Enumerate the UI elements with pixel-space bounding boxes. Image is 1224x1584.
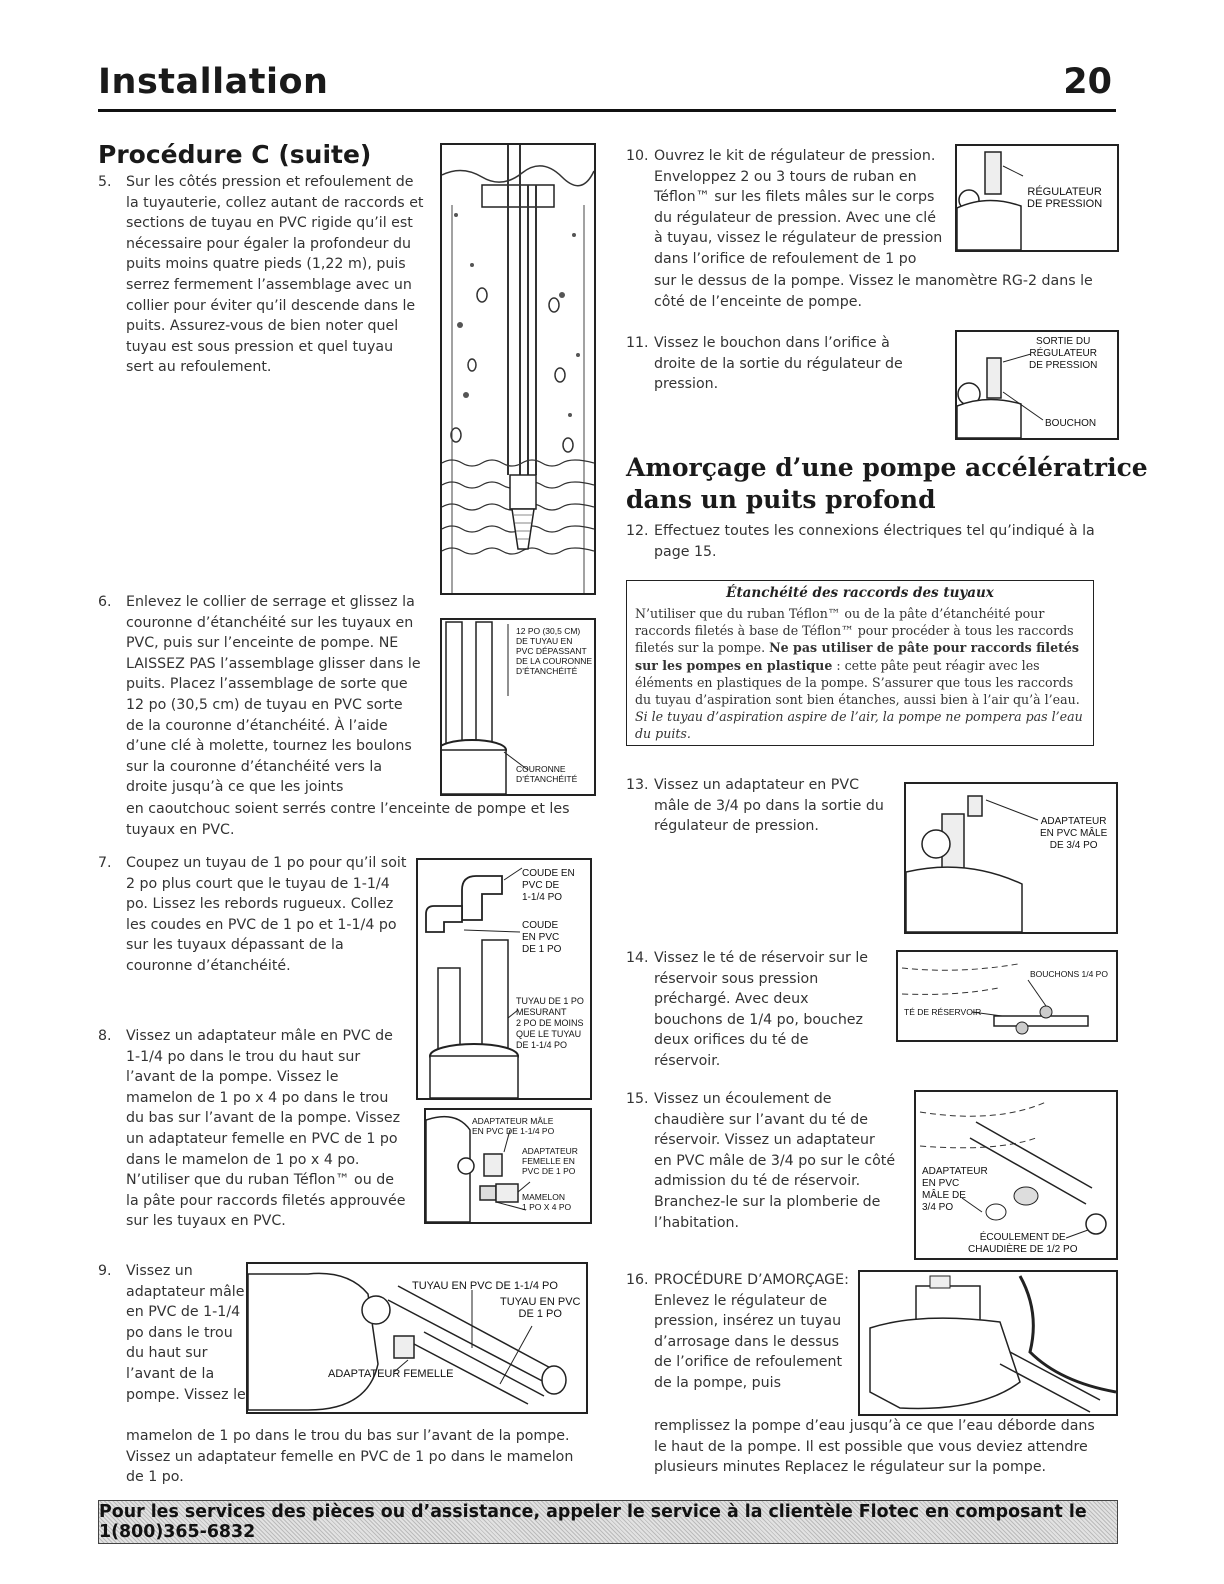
- fig8-label-2: ADAPTATEUR FEMELLE EN PVC DE 1 PO: [522, 1146, 578, 1176]
- step-number: 11.: [626, 335, 649, 351]
- step-text: Vissez un adaptateur mâle en PVC de 1-1/4 po dans le trou du haut sur l’avant de la pompe. Vissez le: [126, 1263, 246, 1403]
- section-title-procedure-c: Procédure C (suite): [98, 140, 372, 169]
- step-5: [98, 172, 424, 378]
- fig6-seal-label: COURONNE D’ÉTANCHÉITÉ: [516, 764, 578, 784]
- fig7-label-2: COUDE EN PVC DE 1 PO: [522, 920, 562, 955]
- step-text: Vissez le té de réservoir sur le réservoir sous pression préchargé. Avec deux bouchons de 1/4 po, bouchez deux orifices du té de réservoir.: [654, 950, 868, 1069]
- header-rule: [98, 109, 1116, 112]
- male-adapter-illustration: [906, 784, 1116, 932]
- step-16-continued: remplissez la pompe d’eau jusqu’à ce que l’eau déborde dans le haut de la pompe. Il est possible que vous deviez attendre plusieurs minutes Replacez le régulateur sur la pompe.: [654, 1418, 1095, 1476]
- step-8: [98, 1026, 408, 1232]
- fig14-label-2: TÉ DE RÉSERVOIR: [904, 1007, 982, 1017]
- step-9: [98, 1261, 246, 1405]
- step-number: 5.: [98, 174, 112, 190]
- step-number: 9.: [98, 1263, 112, 1279]
- step-15: [626, 1089, 896, 1233]
- step-6: [98, 592, 424, 798]
- well-figure: [440, 143, 596, 595]
- fig15-label-1: ADAPTATEUR EN PVC MÂLE DE 3/4 PO: [922, 1166, 988, 1213]
- step-text: PROCÉDURE D’AMORÇAGE: Enlevez le régulateur de pression, insérez un tuyau d’arrosage dans le dessus de l’orifice de refoulement de la pompe, puis: [654, 1272, 849, 1391]
- pump-pipes-figure: [246, 1262, 588, 1414]
- step-text: Enlevez le collier de serrage et glissez la couronne d’étanchéité sur les tuyaux en PVC, puis sur l’enceinte de pompe. NE LAISSEZ PAS l’assemblage glisser dans le puits. Placez l’assemblage de sorte que 12 po (30,5 cm) de tuyau en PVC sorte de la couronne d’étanchéité. À l’aide d’une clé à molette, tournez les boulons sur la couronne d’étanchéité vers la droite jusqu’à ce que les joints: [126, 594, 421, 796]
- step-text: Vissez un écoulement de chaudière sur l’avant du té de réservoir. Vissez un adaptateur en PVC mâle de 3/4 po sur le côté admission du té de réservoir. Branchez-le sur la plomberie de l’habitation.: [654, 1091, 896, 1231]
- tank-tee-illustration: [898, 952, 1116, 1040]
- boiler-drain-figure: [914, 1090, 1118, 1260]
- fig13-label: ADAPTATEUR EN PVC MÂLE DE 3/4 PO: [1040, 816, 1108, 851]
- priming-pump-illustration: [860, 1272, 1116, 1414]
- step-number: 10.: [626, 148, 649, 164]
- page-title: Installation: [98, 62, 329, 102]
- regulator-figure: [955, 144, 1119, 252]
- step-text: Vissez le bouchon dans l’orifice à droite de la sortie du régulateur de pression.: [654, 335, 903, 393]
- step-number: 6.: [98, 594, 112, 610]
- fig9-label-3: ADAPTATEUR FEMELLE: [328, 1368, 454, 1380]
- adapters-figure: [424, 1108, 592, 1224]
- priming-pump-figure: [858, 1270, 1118, 1416]
- step-13: [626, 775, 896, 837]
- step-9-continued: mamelon de 1 po dans le trou du bas sur l’avant de la pompe. Vissez un adaptateur femelle en PVC de 1 po dans le mamelon de 1 po.: [126, 1428, 574, 1486]
- step-7: [98, 853, 408, 977]
- step-number: 14.: [626, 950, 649, 966]
- fig15-label-2: ÉCOULEMENT DE CHAUDIÈRE DE 1/2 PO: [968, 1232, 1078, 1255]
- fig9-label-1: TUYAU EN PVC DE 1-1/4 PO: [412, 1280, 558, 1292]
- step-6-continued: en caoutchouc soient serrés contre l’enceinte de pompe et les tuyaux en PVC.: [126, 801, 570, 838]
- page-number: 20: [1063, 62, 1112, 102]
- support-footer-text: Pour les services des pièces ou d’assistance, appeler le service à la clientèle Flotec en composant le 1(800)365-6832: [99, 1502, 1087, 1542]
- step-number: 7.: [98, 855, 112, 871]
- note-title: Étanchéité des raccords des tuyaux: [726, 585, 994, 601]
- step-text: Coupez un tuyau de 1 po pour qu’il soit 2 po plus court que le tuyau de 1-1/4 po. Lissez les rebords rugueux. Collez les coudes en PVC de 1 po et 1-1/4 po sur les tuyaux dépassant de la couronne d’étanchéité.: [126, 855, 407, 974]
- step-text: Vissez un adaptateur en PVC mâle de 3/4 po dans la sortie du régulateur de pression.: [654, 777, 884, 835]
- fig9-label-2: TUYAU EN PVC DE 1 PO: [500, 1296, 581, 1320]
- fig11-label-2: BOUCHON: [1045, 418, 1097, 429]
- step-11: [626, 333, 916, 395]
- step-number: 15.: [626, 1091, 649, 1107]
- step-text: Sur les côtés pression et refoulement de la tuyauterie, collez autant de raccords et sections de tuyau en PVC rigide qu’il est nécessaire pour égaler la profondeur du puits moins quatre pieds (1,22 m), puis serrez fermement l’assemblage avec un collier pour éviter qu’il descende dans le puits. Assurez-vous de bien noter quel tuyau est sous pression et quel tuyau sert au refoulement.: [126, 174, 424, 376]
- fig11-label-1: SORTIE DU RÉGULATEUR DE PRESSION: [1029, 336, 1098, 371]
- plug-figure: [955, 330, 1119, 440]
- step-number: 16.: [626, 1272, 649, 1288]
- step-10: [626, 146, 946, 270]
- fig7-label-1: COUDE EN PVC DE 1-1/4 PO: [522, 868, 575, 903]
- note-body: N’utiliser que du ruban Téflon™ ou de la pâte d’étanchéité pour raccords filetés à base de Téflon™ pour procéder à tous les raccords filetés sur la pompe. Ne pas utiliser de pâte pour raccords filetés sur les pompes en plastique : cette pâte peut réagir avec les éléments en plastiques de la pompe. S’assurer que tous les raccords du tuyau d’aspiration sont bien étanches, aussi bien à l’air qu’à l’eau. Si le tuyau d’aspiration aspire de l’air, la pompe ne pompera pas l’eau du puits.: [635, 606, 1083, 742]
- well-illustration: [442, 145, 594, 593]
- fig7-label-3: TUYAU DE 1 PO MESURANT 2 PO DE MOINS QUE LE TUYAU DE 1-1/4 PO: [516, 996, 584, 1050]
- step-14: [626, 948, 876, 1072]
- step-12: [626, 521, 1106, 562]
- step-10-continued: sur le dessus de la pompe. Vissez le manomètre RG-2 dans le côté de l’enceinte de pompe.: [654, 273, 1093, 310]
- elbows-figure: [416, 858, 592, 1100]
- seal-ring-figure: [440, 618, 596, 796]
- step-text: Vissez un adaptateur mâle en PVC de 1-1/4 po dans le trou du haut sur l’avant de la pompe. Vissez le mamelon de 1 po x 4 po dans le trou du bas sur l’avant de la pompe. Vissez un adaptateur femelle en PVC de 1 po dans le mamelon de 1 po x 4 po. N’utiliser que du ruban Téflon™ ou de la pâte pour raccords filetés approuvée sur les tuyaux en PVC.: [126, 1028, 406, 1230]
- step-number: 12.: [626, 523, 649, 539]
- tank-tee-figure: [896, 950, 1118, 1042]
- fig6-label: 12 PO (30,5 CM) DE TUYAU EN PVC DÉPASSANT DE LA COURONNE D’ÉTANCHÉITÉ: [516, 626, 593, 676]
- male-adapter-figure: [904, 782, 1118, 934]
- step-text: Ouvrez le kit de régulateur de pression. Enveloppez 2 ou 3 tours de ruban en Téflon™ sur les filets mâles sur le corps du régulateur de pression. Avec une clé à tuyau, vissez le régulateur de pression dans l’orifice de refoulement de 1 po: [654, 148, 943, 267]
- step-number: 8.: [98, 1028, 112, 1044]
- fig14-label-1: BOUCHONS 1/4 PO: [1030, 969, 1108, 979]
- fig10-label: RÉGULATEUR DE PRESSION: [1027, 186, 1103, 210]
- step-number: 13.: [626, 777, 649, 793]
- fig8-label-1: ADAPTATEUR MÂLE EN PVC DE 1-1/4 PO: [472, 1116, 555, 1136]
- step-text: Effectuez toutes les connexions électriques tel qu’indiqué à la page 15.: [654, 523, 1095, 560]
- section-title-priming: Amorçage d’une pompe accélératrice dans un puits profond: [626, 453, 1148, 514]
- fig8-label-3: MAMELON 1 PO X 4 PO: [522, 1192, 572, 1212]
- support-footer: [98, 1500, 1118, 1544]
- step-16: [626, 1270, 852, 1394]
- thread-sealing-note: [626, 580, 1094, 746]
